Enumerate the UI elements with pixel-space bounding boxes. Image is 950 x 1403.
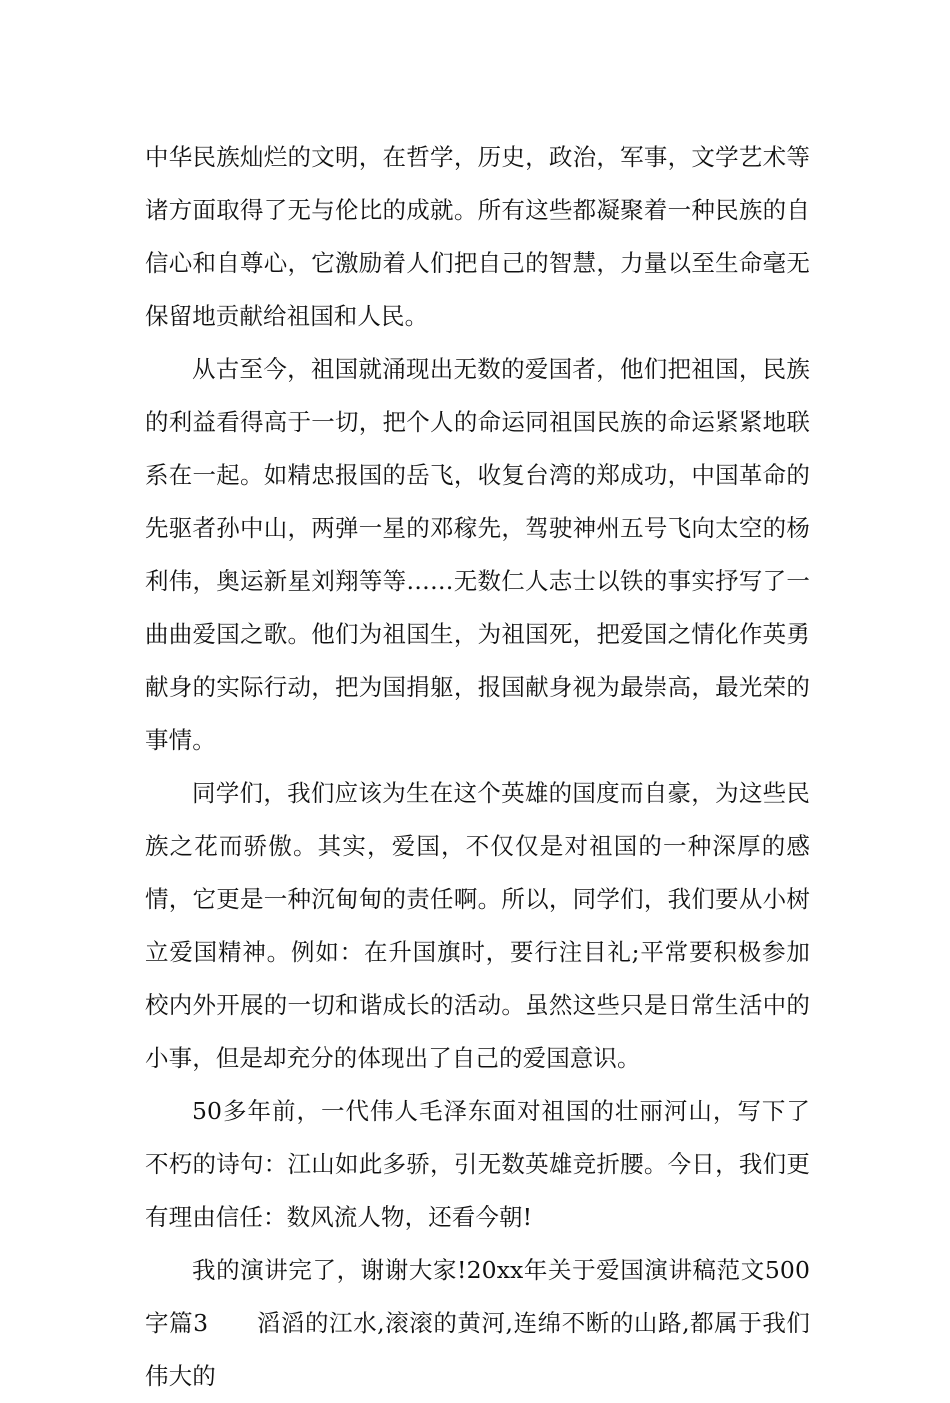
paragraph-5: 我的演讲完了，谢谢大家!20xx年关于爱国演讲稿范文500字篇3 滔滔的江水,滚滚的黄河,连绵不断的山路,都属于我们伟大的	[145, 1256, 810, 1390]
paragraph-3: 同学们，我们应该为生在这个英雄的国度而自豪，为这些民族之花而骄傲。其实，爱国，不仅仅是对祖国的一种深厚的感情，它更是一种沉甸甸的责任啊。所以，同学们，我们要从小树立爱国精神。例如：在升国旗时，要行注目礼;平常要积极参加校内外开展的一切和谐成长的活动。虽然这些只是日常生活中的小事，但是却充分的体现出了自己的爱国意识。	[145, 779, 810, 1072]
paragraph-2: 从古至今，祖国就涌现出无数的爱国者，他们把祖国，民族的利益看得高于一切，把个人的命运同祖国民族的命运紧紧地联系在一起。如精忠报国的岳飞，收复台湾的郑成功，中国革命的先驱者孙中山，两弹一星的邓稼先，驾驶神州五号飞向太空的杨利伟，奥运新星刘翔等等……无数仁人志士以铁的事实抒写了一曲曲爱国之歌。他们为祖国生，为祖国死，把爱国之情化作英勇献身的实际行动，把为国捐躯，报国献身视为最崇高，最光荣的事情。	[145, 355, 810, 754]
document-body	[145, 131, 810, 1403]
paragraph-4: 50多年前，一代伟人毛泽东面对祖国的壮丽河山，写下了不朽的诗句：江山如此多骄，引无数英雄竞折腰。今日，我们更有理由信任：数风流人物，还看今朝!	[145, 1097, 810, 1231]
paragraph-1: 中华民族灿烂的文明，在哲学，历史，政治，军事，文学艺术等诸方面取得了无与伦比的成就。所有这些都凝聚着一种民族的自信心和自尊心，它激励着人们把自己的智慧，力量以至生命毫无保留地贡献给祖国和人民。	[145, 143, 810, 330]
